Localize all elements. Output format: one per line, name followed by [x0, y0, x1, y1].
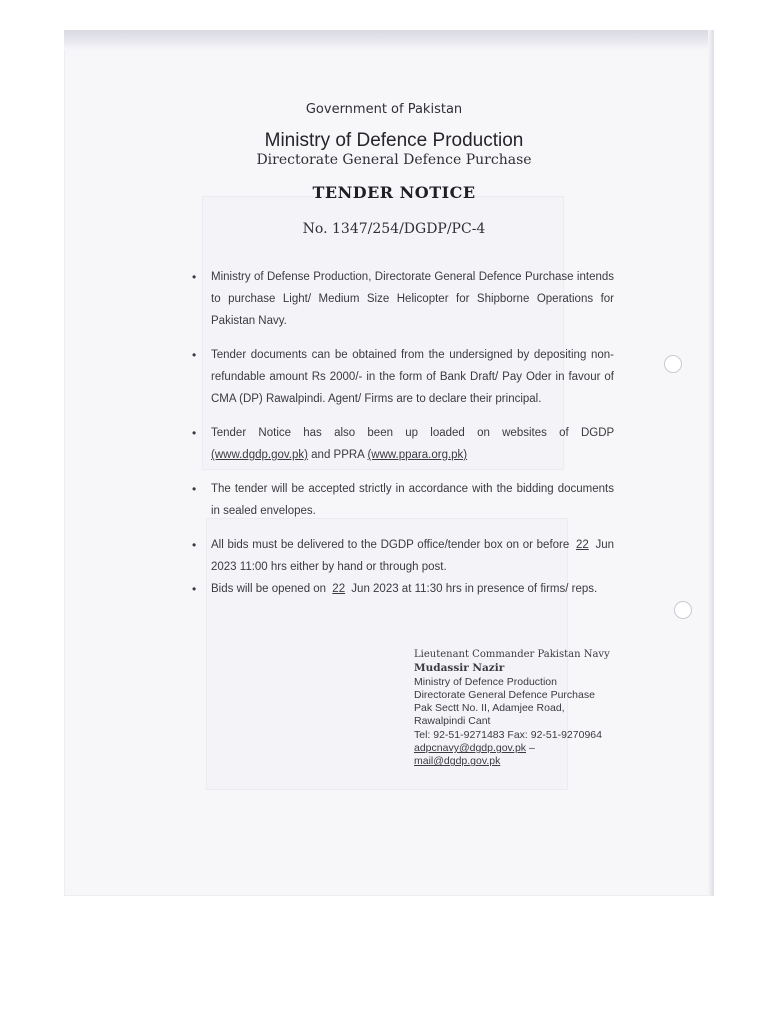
point-purchase-intent	[192, 266, 614, 332]
signatory-name: Mudassir Nazir	[414, 662, 505, 675]
directorate-heading: Directorate General Defence Purchase	[256, 152, 532, 168]
ppra-website-link[interactable]: (www.ppara.org.pk)	[367, 449, 468, 461]
dgdp-website-link[interactable]: (www.dgdp.gov.pk)	[211, 449, 308, 461]
signatory-address: Pak Sectt No. II, Adamjee Road,	[414, 702, 565, 715]
tender-notice-title: TENDER NOTICE	[312, 183, 476, 202]
government-heading: Government of Pakistan	[305, 102, 463, 117]
scan-shadow-band	[64, 30, 714, 50]
signatory-ministry: Ministry of Defence Production	[414, 675, 557, 688]
point-bid-delivery	[192, 534, 614, 578]
delivery-date-day: 22	[575, 539, 589, 551]
point-bid-opening-text-2: Jun 2023 at 11:30 hrs in presence of firms/ reps.	[351, 583, 598, 595]
signatory-rank: Lieutenant Commander Pakistan Navy	[414, 649, 610, 660]
point-purchase-intent-text: Ministry of Defense Production, Directorate General Defence Purchase intends to purchase Light/ Medium Size Helicopter for Shipborne Operations for Pakistan Navy.	[211, 271, 614, 327]
email-link-mail[interactable]: mail@dgdp.gov.pk	[414, 755, 501, 768]
punch-hole-bottom	[674, 601, 692, 619]
point-websites-mid: and PPRA	[311, 449, 365, 461]
point-sealed-envelopes	[192, 478, 614, 522]
signature-block	[414, 648, 619, 769]
signatory-city: Rawalpindi Cant	[414, 715, 491, 728]
signatory-email-line-2	[414, 755, 619, 768]
ministry-heading: Ministry of Defence Production	[264, 130, 524, 151]
opening-date-day: 22	[332, 583, 346, 595]
email-separator: –	[528, 742, 535, 755]
point-bid-opening	[192, 578, 614, 600]
punch-hole-top	[664, 355, 682, 373]
signatory-directorate: Directorate General Defence Purchase	[414, 688, 595, 701]
point-sealed-envelopes-text: The tender will be accepted strictly in accordance with the bidding documents in sealed envelopes.	[211, 483, 614, 517]
point-websites	[192, 422, 614, 466]
point-tender-documents-text: Tender documents can be obtained from the undersigned by depositing non-refundable amount Rs 2000/- in the form of Bank Draft/ Pay Oder in favour of CMA (DP) Rawalpindi. Agent/ Firms are to declare their principal.	[211, 349, 614, 405]
point-tender-documents	[192, 344, 614, 410]
tender-points-list	[192, 266, 614, 600]
email-link-adpcnavy[interactable]: adpcnavy@dgdp.gov.pk	[414, 742, 527, 755]
point-bid-delivery-text-2: Jun 2023 11:00 hrs either by hand or through post.	[211, 539, 614, 573]
signatory-email-line	[414, 742, 619, 755]
reference-number: No. 1347/254/DGDP/PC-4	[302, 221, 486, 237]
point-websites-text: Tender Notice has also been up loaded on websites of DGDP	[211, 427, 614, 439]
point-bid-opening-text: Bids will be opened on	[211, 583, 327, 595]
signatory-phone-fax: Tel: 92-51-9271483 Fax: 92-51-9270964	[414, 728, 602, 741]
point-bid-delivery-text: All bids must be delivered to the DGDP office/tender box on or before	[211, 539, 570, 551]
